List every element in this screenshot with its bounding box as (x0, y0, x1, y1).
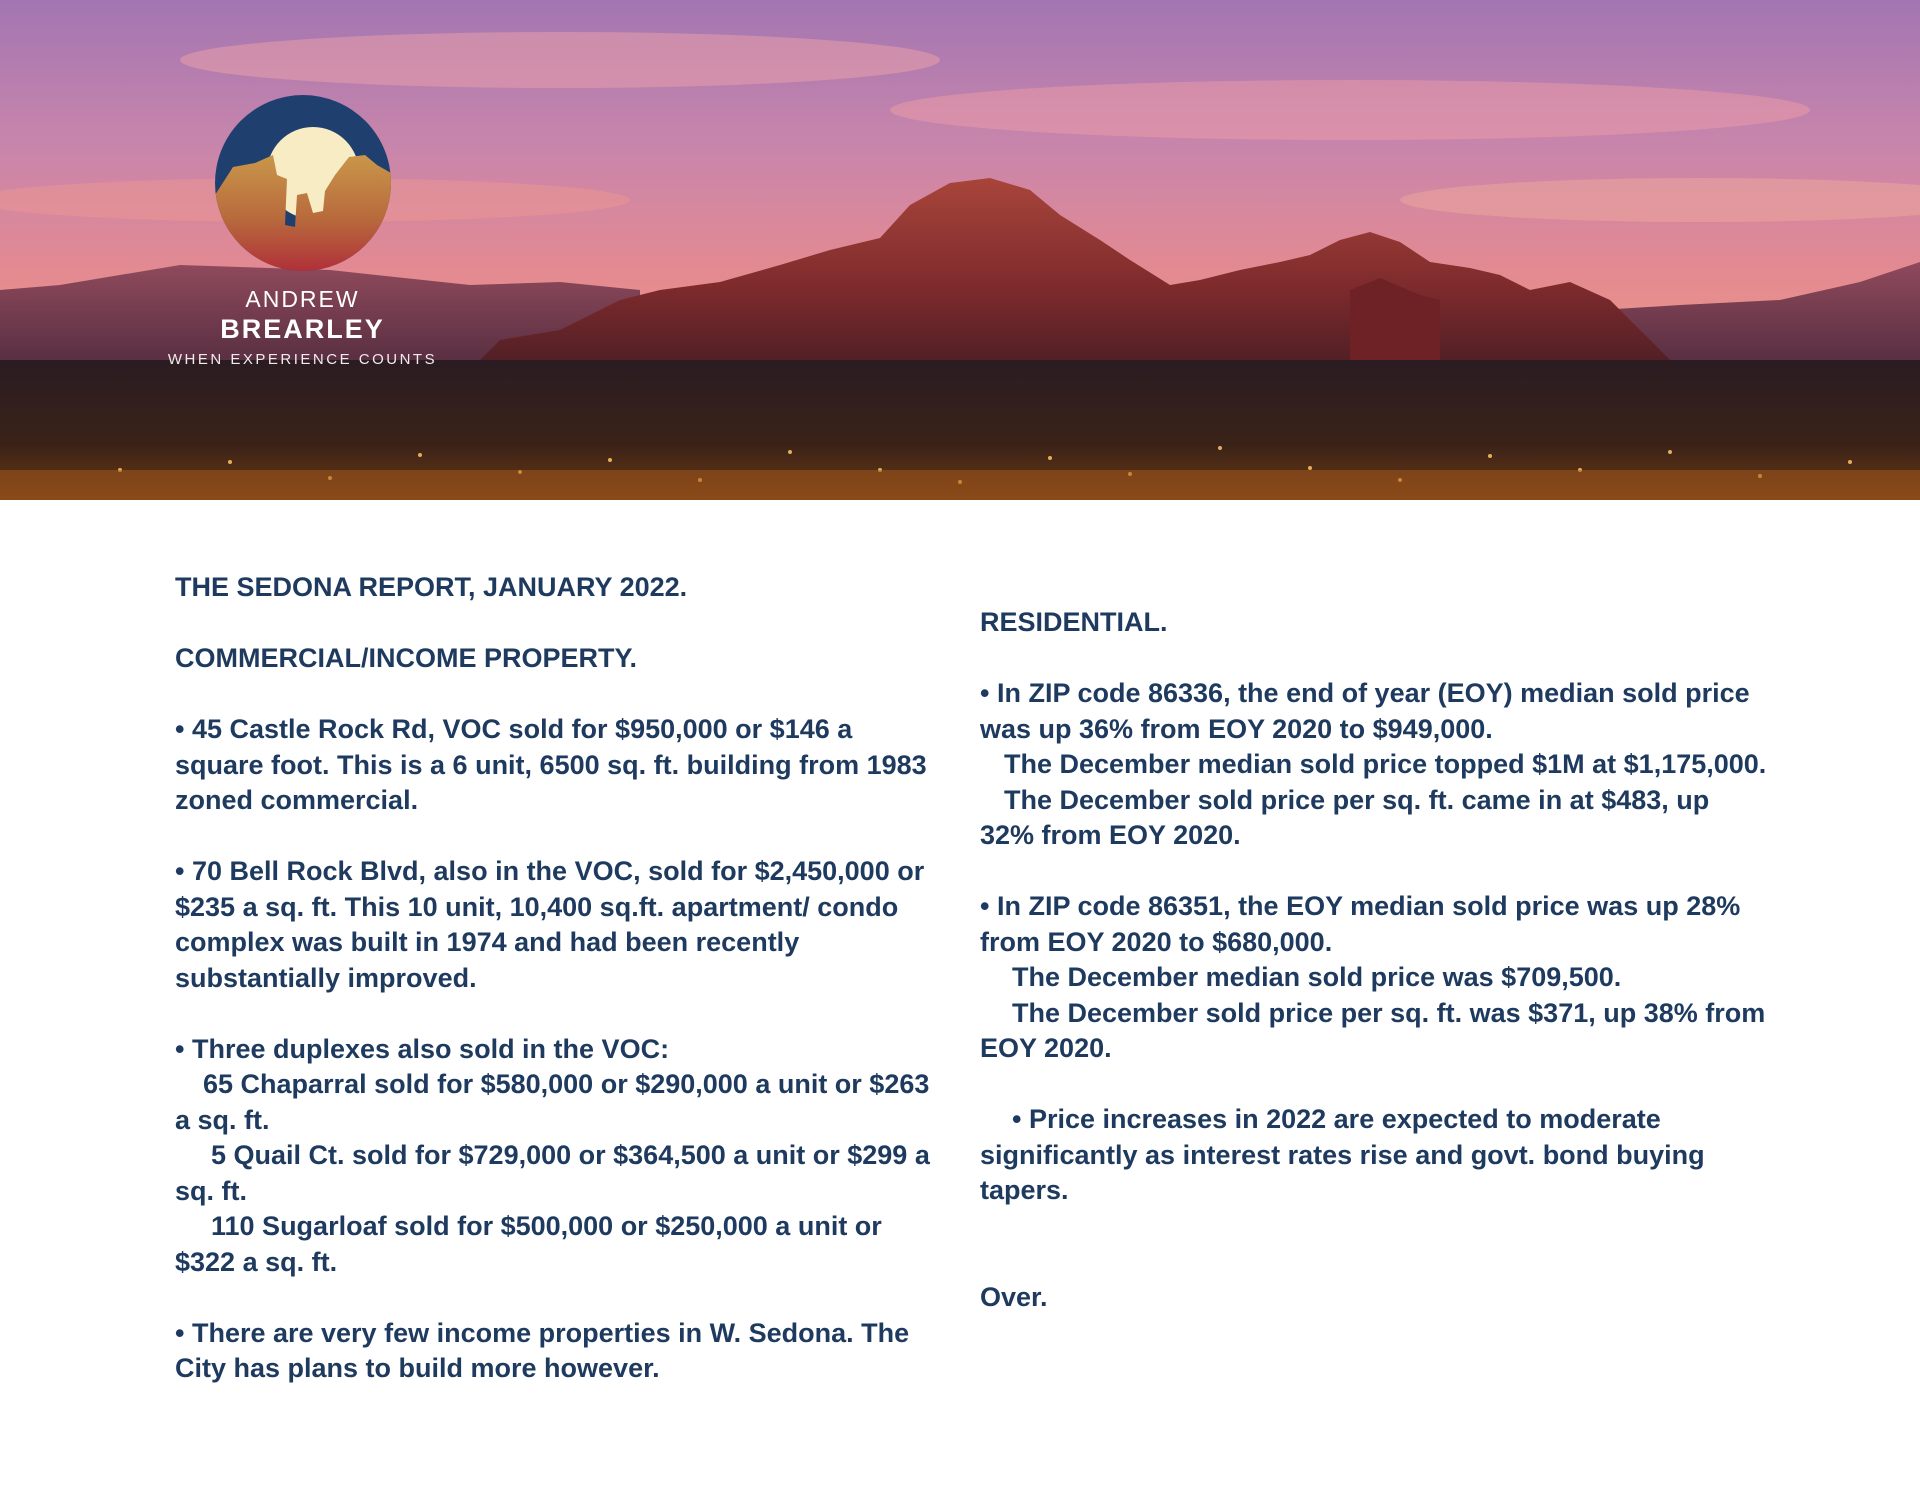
zip-86336-summary: • In ZIP code 86336, the end of year (EOY) median sold price was up 36% from EOY 2020 to $949,000. (980, 678, 1750, 744)
commercial-item-castle-rock: • 45 Castle Rock Rd, VOC sold for $950,000 or $146 a square foot. This is a 6 unit, 6500 sq. ft. building from 1983 zoned commercial. (175, 714, 927, 815)
commercial-item-w-sedona: • There are very few income properties in W. Sedona. The City has plans to build more however. (175, 1317, 910, 1383)
commercial-column (175, 570, 945, 1387)
zip-86351-summary: • In ZIP code 86351, the EOY median sold price was up 28% from EOY 2020 to $680,000. (980, 891, 1741, 957)
report-title: THE SEDONA REPORT, JANUARY 2022. (175, 572, 688, 602)
duplex-chaparral: 65 Chaparral sold for $580,000 or $290,000 a unit or $263 a sq. ft. (175, 1069, 930, 1135)
brand-block (160, 95, 445, 369)
residential-heading: RESIDENTIAL. (980, 607, 1168, 637)
brand-tagline: WHEN EXPERIENCE COUNTS (167, 351, 438, 368)
over-note: Over. (980, 1281, 1048, 1312)
brand-first-name: ANDREW (245, 286, 360, 312)
zip-86336-december-median: The December median sold price topped $1M at $1,175,000. (1004, 749, 1767, 779)
zip-86336-december-sqft: The December sold price per sq. ft. came in at $483, up 32% from EOY 2020. (980, 784, 1710, 850)
duplex-quail: 5 Quail Ct. sold for $729,000 or $364,500 a unit or $299 a sq. ft. (175, 1140, 930, 1206)
commercial-duplexes-intro: • Three duplexes also sold in the VOC: (175, 1033, 670, 1064)
residential-column (980, 605, 1770, 1315)
zip-86351-december-sqft: The December sold price per sq. ft. was $371, up 38% from EOY 2020. (980, 997, 1766, 1063)
price-outlook: • Price increases in 2022 are expected to moderate significantly as interest rates rise and govt. bond buying tapers. (980, 1104, 1705, 1205)
commercial-heading: COMMERCIAL/INCOME PROPERTY. (175, 643, 638, 673)
commercial-item-bell-rock: • 70 Bell Rock Blvd, also in the VOC, sold for $2,450,000 or $235 a sq. ft. This 10 unit, 10,400 sq.ft. apartment/ condo complex was built in 1974 and had been recently substantially improved. (175, 856, 925, 993)
brand-logo-icon (215, 95, 391, 271)
brand-last-name: BREARLEY (220, 314, 385, 344)
zip-86351-december-median: The December median sold price was $709,500. (1012, 962, 1622, 992)
duplex-sugarloaf: 110 Sugarloaf sold for $500,000 or $250,000 a unit or $322 a sq. ft. (175, 1211, 882, 1277)
